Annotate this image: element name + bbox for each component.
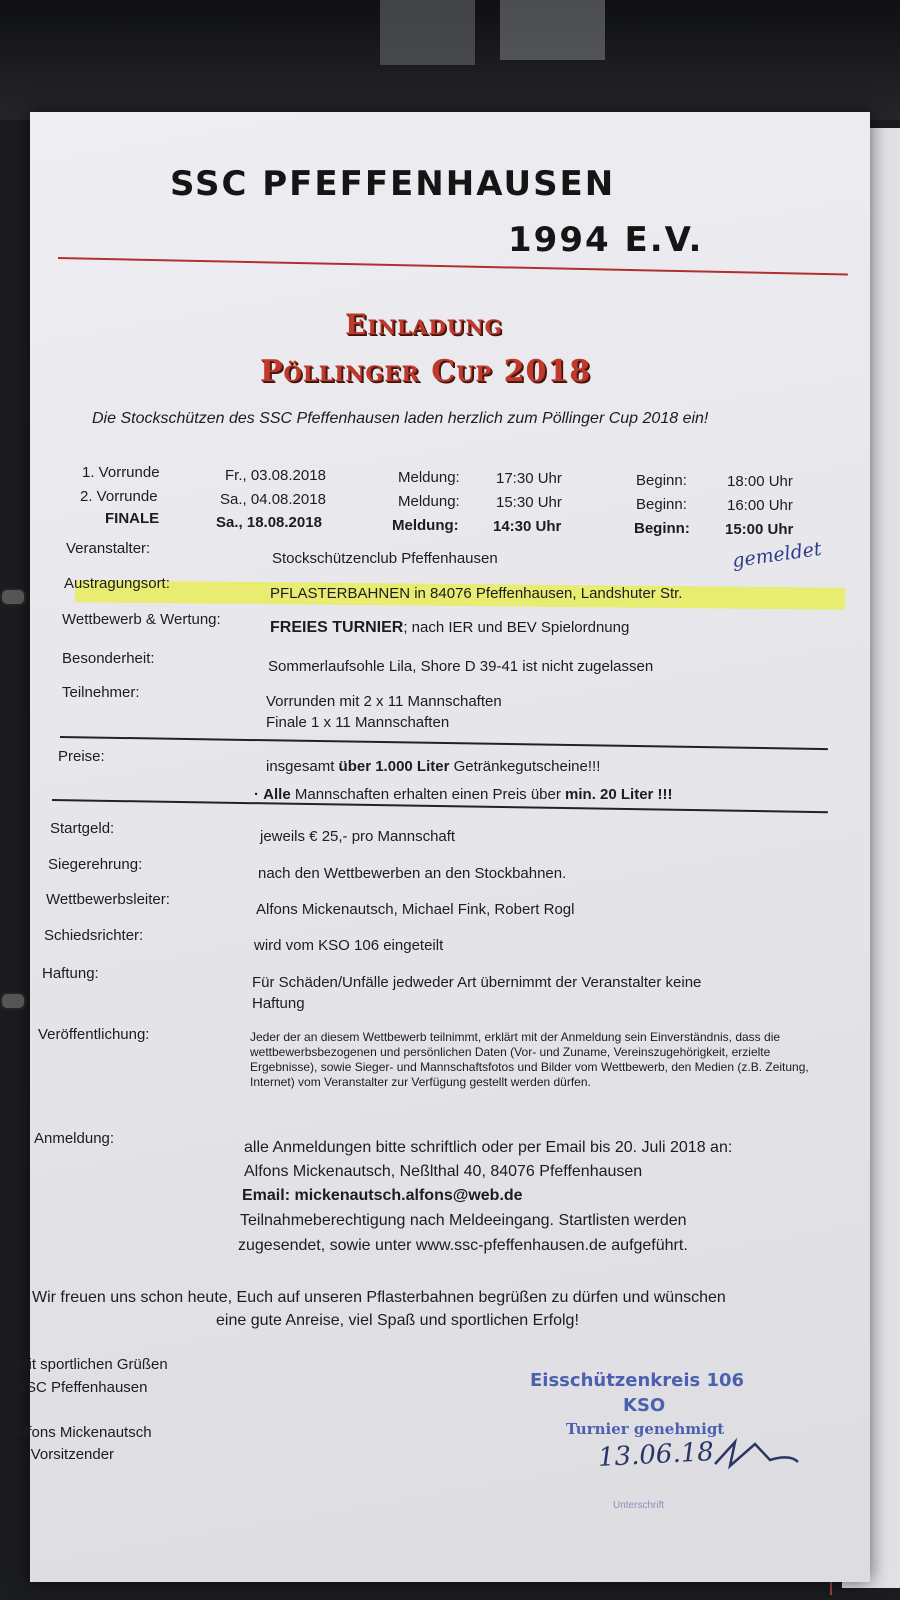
label-startgeld: Startgeld: bbox=[50, 820, 115, 837]
stamp-date: 13.06.18 bbox=[597, 1436, 715, 1474]
binder-strip bbox=[380, 0, 475, 65]
stamp-line-3: Turnier genehmigt bbox=[566, 1420, 725, 1438]
value-anmeldung-1: alle Anmeldungen bitte schriftlich oder per Email bis 20. Juli 2018 an: bbox=[244, 1139, 733, 1156]
preise-line-1 bbox=[266, 758, 600, 775]
label-wettbewerb: Wettbewerb & Wertung: bbox=[62, 611, 221, 628]
value-anmeldung-email: Email: mickenautsch.alfons@web.de bbox=[242, 1187, 523, 1204]
schedule-date: Fr., 03.08.2018 bbox=[225, 467, 326, 484]
closing-line-2: eine gute Anreise, viel Spaß und sportlichen Erfolg! bbox=[216, 1312, 579, 1329]
label-haftung: Haftung: bbox=[42, 965, 99, 982]
divider bbox=[60, 736, 828, 750]
label-veranstalter: Veranstalter: bbox=[66, 540, 151, 557]
label-teilnehmer: Teilnehmer: bbox=[62, 684, 140, 701]
schedule-meldung-label: Meldung: bbox=[392, 517, 459, 534]
schedule-meldung-time: 17:30 Uhr bbox=[496, 470, 562, 487]
club-name: SSC PFEFFENHAUSEN bbox=[170, 164, 616, 204]
schedule-meldung-label: Meldung: bbox=[398, 469, 460, 486]
binder-ring bbox=[0, 992, 26, 1010]
schedule-beginn-label: Beginn: bbox=[634, 520, 690, 537]
preise-bullet: · bbox=[254, 786, 259, 803]
closing-line-1: Wir freuen uns schon heute, Euch auf unseren Pflasterbahnen begrüßen zu dürfen und wünschen bbox=[32, 1289, 726, 1306]
preise-line2-bold2: min. 20 Liter !!! bbox=[565, 786, 673, 803]
value-anmeldung-4: Teilnahmeberechtigung nach Meldeeingang. Startlisten werden bbox=[240, 1212, 687, 1229]
value-veranstalter: Stockschützenclub Pfeffenhausen bbox=[272, 550, 498, 567]
label-austragungsort: Austragungsort: bbox=[64, 575, 170, 592]
schedule-meldung-label: Meldung: bbox=[398, 493, 460, 510]
preise-line2-bold1: Alle bbox=[263, 786, 291, 803]
label-besonderheit: Besonderheit: bbox=[62, 650, 155, 667]
club-year: 1994 E.V. bbox=[508, 220, 704, 260]
schedule-round: 2. Vorrunde bbox=[80, 488, 158, 505]
label-anmeldung: Anmeldung: bbox=[34, 1130, 115, 1147]
label-schiedsrichter: Schiedsrichter: bbox=[44, 927, 144, 944]
preise-line1-post: Getränkegutscheine!!! bbox=[449, 758, 601, 775]
preise-line1-pre: insgesamt bbox=[266, 758, 339, 775]
value-besonderheit: Sommerlaufsohle Lila, Shore D 39-41 ist nicht zugelassen bbox=[268, 658, 654, 675]
value-teilnehmer-2: Finale 1 x 11 Mannschaften bbox=[266, 714, 450, 731]
schedule-date: Sa., 04.08.2018 bbox=[220, 491, 326, 508]
binder-ring bbox=[0, 588, 26, 606]
schedule-round: 1. Vorrunde bbox=[82, 464, 160, 481]
value-anmeldung-2: Alfons Mickenautsch, Neßlthal 40, 84076 Pfeffenhausen bbox=[244, 1163, 643, 1180]
schedule-beginn-label: Beginn: bbox=[636, 496, 687, 513]
label-veroeffentlichung: Veröffentlichung: bbox=[38, 1026, 150, 1043]
title-einladung: Einladung bbox=[345, 308, 503, 341]
label-preise: Preise: bbox=[58, 748, 105, 765]
preise-line2-mid: Mannschaften erhalten einen Preis über bbox=[290, 786, 566, 803]
preise-line1-bold: über 1.000 Liter bbox=[338, 758, 450, 775]
stamp-line-2: KSO bbox=[623, 1395, 666, 1416]
value-austragungsort: PFLASTERBAHNEN in 84076 Pfeffenhausen, Landshuter Str. bbox=[270, 585, 683, 602]
schedule-beginn-label: Beginn: bbox=[636, 472, 687, 489]
label-siegerehrung: Siegerehrung: bbox=[48, 856, 143, 873]
value-veroeffentlichung: Jeder der an diesem Wettbewerb teilnimmt, erklärt mit der Anmeldung sein Einverständnis, dass die wettbewerbsbezogenen und persönlichen Daten (Vor- und Zuname, Vereinszugehörigkeit, erzielte Ergebnisse), sowie Sieger- und Mannschaftsfotos und Bilder vom Wettbewerb, den Medien (z.B. Zeitung, Internet) vom Veranstalter zur Verfügung gestellt werden dürfen. bbox=[250, 1030, 809, 1089]
value-wettbewerb-rest: ; nach IER und BEV Spielordnung bbox=[403, 619, 630, 636]
schedule-round: FINALE bbox=[105, 510, 160, 527]
schedule-meldung-time: 14:30 Uhr bbox=[493, 518, 562, 535]
preise-line-2 bbox=[254, 786, 673, 803]
value-startgeld: jeweils € 25,- pro Mannschaft bbox=[260, 828, 456, 845]
intro-text: Die Stockschützen des SSC Pfeffenhausen laden herzlich zum Pöllinger Cup 2018 ein! bbox=[92, 410, 709, 427]
value-teilnehmer-1: Vorrunden mit 2 x 11 Mannschaften bbox=[266, 693, 502, 710]
schedule-date: Sa., 18.08.2018 bbox=[216, 514, 322, 531]
signer-name: Alfons Mickenautsch bbox=[14, 1424, 152, 1441]
title-cup: Pöllinger Cup 2018 bbox=[260, 354, 592, 389]
handwritten-note: gemeldet bbox=[730, 537, 823, 573]
value-wettbewerbsleiter: Alfons Mickenautsch, Michael Fink, Robert Rogl bbox=[256, 901, 575, 918]
header-rule bbox=[58, 257, 848, 276]
stamp-line-1: Eisschützenkreis 106 bbox=[530, 1370, 745, 1391]
value-anmeldung-5: zugesendet, sowie unter www.ssc-pfeffenhausen.de aufgeführt. bbox=[238, 1237, 688, 1254]
binder-strip bbox=[500, 0, 605, 60]
value-wettbewerb-bold: FREIES TURNIER bbox=[270, 619, 404, 636]
value-haftung-2: Haftung bbox=[252, 995, 305, 1012]
binder-background bbox=[0, 0, 900, 120]
value-haftung-1: Für Schäden/Unfälle jedweder Art übernimmt der Veranstalter keine bbox=[252, 974, 702, 991]
signer-role: 1. Vorsitzender bbox=[14, 1446, 115, 1463]
label-wettbewerbsleiter: Wettbewerbsleiter: bbox=[46, 891, 170, 908]
schedule-beginn-time: 15:00 Uhr bbox=[725, 521, 794, 538]
greeting-line-2: SSC Pfeffenhausen bbox=[16, 1379, 148, 1396]
schedule-meldung-time: 15:30 Uhr bbox=[496, 494, 562, 511]
signature-scribble bbox=[710, 1434, 800, 1474]
invitation-document bbox=[14, 112, 870, 1582]
schedule-beginn-time: 16:00 Uhr bbox=[727, 497, 793, 514]
stamp-caption: Unterschrift bbox=[613, 1500, 665, 1511]
greeting-line-1: Mit sportlichen Grüßen bbox=[16, 1356, 168, 1373]
value-schiedsrichter: wird vom KSO 106 eingeteilt bbox=[254, 937, 444, 954]
value-wettbewerb bbox=[270, 619, 629, 637]
value-siegerehrung: nach den Wettbewerben an den Stockbahnen. bbox=[258, 865, 567, 882]
schedule-beginn-time: 18:00 Uhr bbox=[727, 473, 793, 490]
